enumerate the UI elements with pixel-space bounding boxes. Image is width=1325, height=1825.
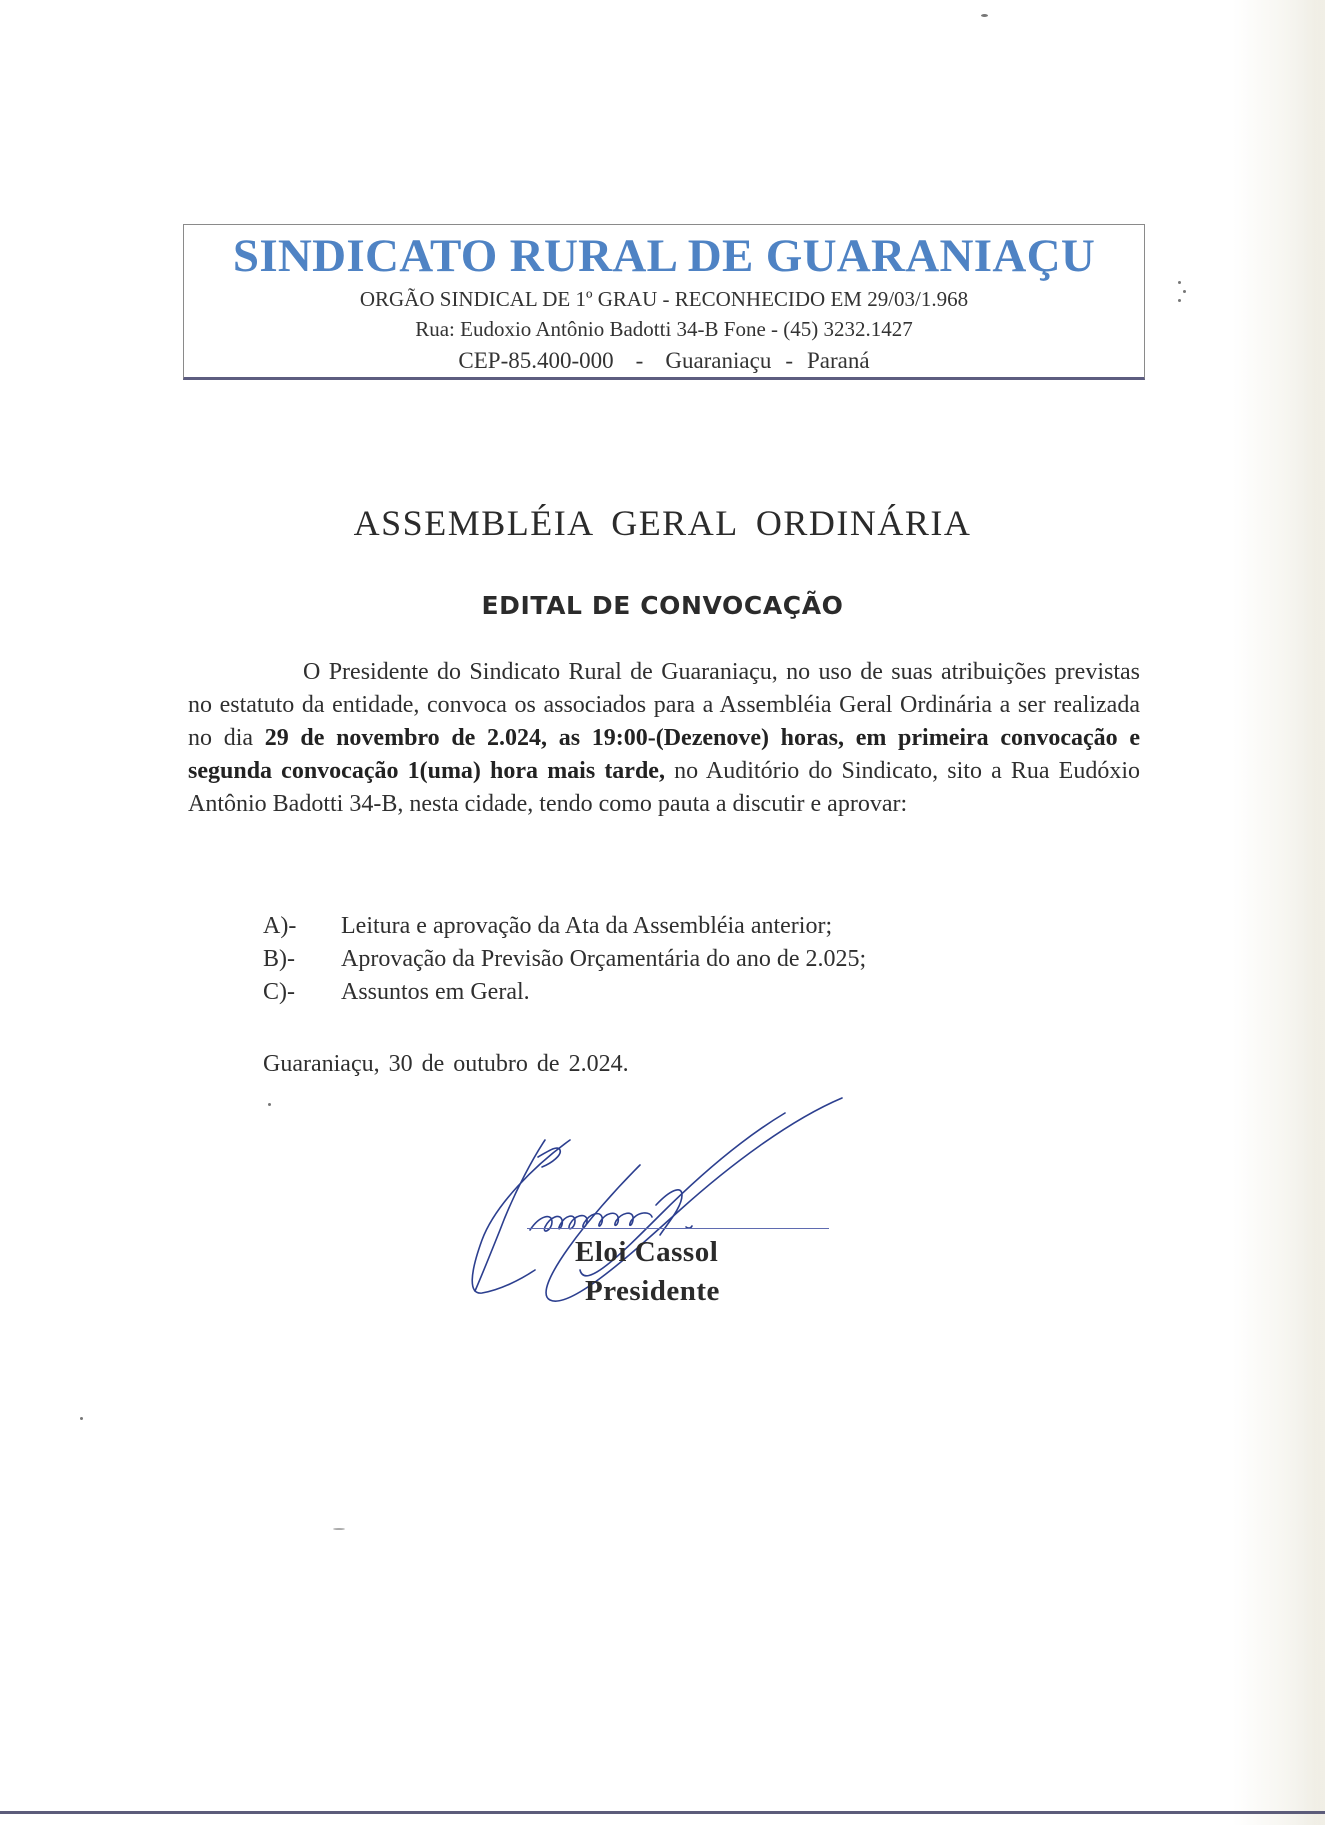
page-bottom-border: [0, 1811, 1325, 1814]
agenda-text: Assuntos em Geral.: [341, 979, 530, 1005]
paragraph-text: no Auditório do Sindicato, sito a Rua Eudóxio Antônio Badotti 34-B, nesta cidade, tendo como pauta a discutir e aprovar:: [188, 758, 1140, 817]
agenda-item: [263, 976, 866, 1009]
page-edge-shadow: [1303, 0, 1325, 1825]
document-title: ASSEMBLÉIA GERAL ORDINÁRIA: [353, 503, 972, 543]
letterhead-title: SINDICATO RURAL DE GUARANIAÇU: [232, 230, 1096, 282]
agenda-item: [263, 943, 866, 976]
scan-speck: [333, 1528, 345, 1530]
place-and-date: Guaraniaçu, 30 de outubro de 2.024.: [263, 1051, 629, 1077]
letterhead-state: Paraná: [807, 348, 870, 373]
agenda-marker: B)-: [263, 946, 295, 972]
document-subtitle: EDITAL DE CONVOCAÇÃO: [481, 591, 844, 620]
agenda-list: [263, 910, 866, 1009]
signatory-name: Eloi Cassol: [575, 1236, 719, 1268]
scan-speck: [268, 1103, 271, 1106]
signature-line: [527, 1228, 829, 1229]
letterhead-separator: -: [785, 348, 793, 373]
letterhead-address: Rua: Eudoxio Antônio Badotti 34-B Fone - (45) 3232.1427: [415, 317, 913, 341]
agenda-item: [263, 910, 866, 943]
letterhead: [183, 224, 1145, 380]
scan-speck: [80, 1417, 83, 1420]
agenda-text: Aprovação da Previsão Orçamentária do ano de 2.025;: [341, 946, 867, 972]
meeting-date-time: 29 de novembro de 2.024, as 19:00-(Dezenove) horas, em primeira convocação e segunda convocação 1(uma) hora mais tarde,: [188, 725, 1140, 784]
paragraph-text: O Presidente do Sindicato Rural de Guaraniaçu, no uso de suas atribuições previstas no estatuto da entidade, convoca os associados para a Assembléia Geral Ordinária a ser realizada no dia: [188, 659, 1140, 751]
letterhead-city: Guaraniaçu: [665, 348, 772, 373]
letterhead-registration: ORGÃO SINDICAL DE 1º GRAU - RECONHECIDO EM 29/03/1.968: [359, 287, 969, 311]
scan-speck: [1178, 299, 1181, 302]
convocation-paragraph: [188, 656, 1140, 821]
scan-speck: [1183, 290, 1186, 293]
letterhead-cep: CEP-85.400-000: [458, 348, 614, 373]
signatory-role: Presidente: [585, 1275, 720, 1307]
agenda-marker: A)-: [263, 913, 297, 939]
agenda-text: Leitura e aprovação da Ata da Assembléia anterior;: [341, 913, 833, 939]
agenda-marker: C)-: [263, 979, 295, 1005]
letterhead-separator: -: [635, 348, 644, 373]
scan-speck: [981, 14, 988, 17]
scan-speck: [1178, 281, 1181, 284]
letterhead-location: [184, 347, 1144, 375]
